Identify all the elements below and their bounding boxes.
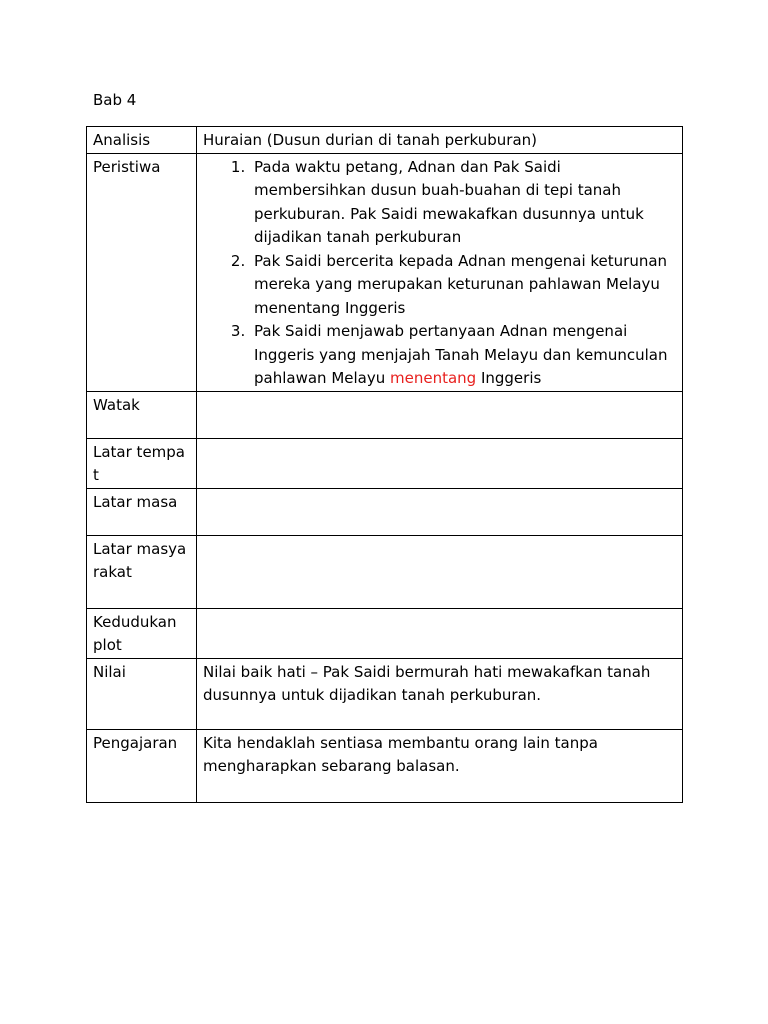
row-watak [87, 391, 683, 438]
value-watak [197, 391, 683, 438]
value-latar-tempat [197, 438, 683, 488]
event-item-1: 1. Pada waktu petang, Adnan dan Pak Saidi membersihkan dusun buah-buahan di tepi tanah perkuburan. Pak Saidi mewakafkan dusunnya untuk dijadikan tanah perkuburan [250, 156, 676, 250]
row-latar-masyarakat [87, 535, 683, 608]
chapter-title: Bab 4 [93, 91, 137, 109]
label-latar-tempat: Latar tempat [87, 438, 197, 488]
row-kedudukan-plot [87, 608, 683, 658]
table-header-row [87, 127, 683, 154]
value-kedudukan-plot [197, 608, 683, 658]
row-latar-masa [87, 488, 683, 535]
event-item-3-text: Pak Saidi menjawab pertanyaan Adnan mengenai Inggeris yang menjajah Tanah Melayu dan kemunculan pahlawan Melayu [254, 322, 668, 387]
value-nilai: Nilai baik hati – Pak Saidi bermurah hati mewakafkan tanah dusunnya untuk dijadikan tanah perkuburan. [197, 658, 683, 729]
value-latar-masa [197, 488, 683, 535]
value-peristiwa [197, 153, 683, 391]
label-latar-masyarakat: Latar masyarakat [87, 535, 197, 608]
label-kedudukan-plot: Kedudukan plot [87, 608, 197, 658]
analysis-table [86, 126, 683, 803]
event-item-3 [250, 320, 676, 391]
value-pengajaran: Kita hendaklah sentiasa membantu orang lain tanpa mengharapkan sebarang balasan. [197, 729, 683, 802]
header-huraian: Huraian (Dusun durian di tanah perkuburan) [197, 127, 683, 154]
event-item-2: 2. Pak Saidi bercerita kepada Adnan mengenai keturunan mereka yang merupakan keturunan pahlawan Melayu menentang Inggeris [250, 250, 676, 321]
header-analisis: Analisis [87, 127, 197, 154]
label-watak: Watak [87, 391, 197, 438]
row-latar-tempat [87, 438, 683, 488]
row-peristiwa [87, 153, 683, 391]
event-item-3-end: Inggeris [476, 369, 542, 387]
label-nilai: Nilai [87, 658, 197, 729]
event-list [203, 156, 676, 391]
value-latar-masyarakat [197, 535, 683, 608]
label-pengajaran: Pengajaran [87, 729, 197, 802]
row-nilai [87, 658, 683, 729]
highlighted-word: menentang [390, 369, 477, 387]
row-pengajaran [87, 729, 683, 802]
label-latar-masa: Latar masa [87, 488, 197, 535]
label-peristiwa: Peristiwa [87, 153, 197, 391]
